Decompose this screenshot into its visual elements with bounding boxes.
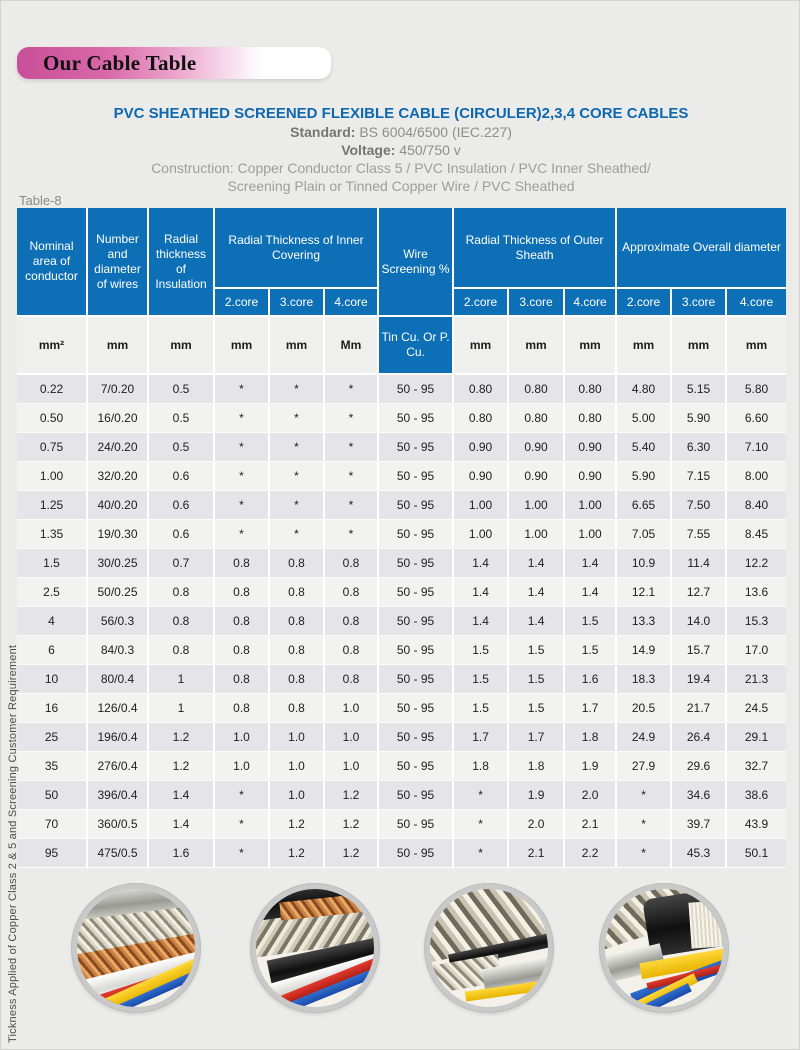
table-cell: 0.80 bbox=[453, 403, 508, 432]
table-cell: 1.0 bbox=[214, 722, 269, 751]
table-cell: * bbox=[324, 490, 378, 519]
table-cell: * bbox=[214, 461, 269, 490]
col-header-inner-covering: Radial Thickness of Inner Covering bbox=[214, 208, 378, 288]
table-row bbox=[17, 461, 786, 490]
table-cell: 0.8 bbox=[148, 606, 214, 635]
table-cell: 1.0 bbox=[324, 693, 378, 722]
table-cell: * bbox=[324, 461, 378, 490]
construction-line-2: Screening Plain or Tinned Copper Wire / PVC Sheathed bbox=[227, 178, 575, 194]
col-header-overall-diameter: Approximate Overall diameter bbox=[616, 208, 786, 288]
table-cell: 0.8 bbox=[324, 577, 378, 606]
page-title: Our Cable Table bbox=[43, 50, 197, 75]
table-cell: 1.5 bbox=[564, 635, 616, 664]
unit-cell: Mm bbox=[324, 316, 378, 374]
table-cell: 4.80 bbox=[616, 374, 671, 403]
table-cell: 6.60 bbox=[726, 403, 786, 432]
table-cell: 1.00 bbox=[453, 519, 508, 548]
table-cell: 10 bbox=[17, 664, 87, 693]
table-cell: 50 - 95 bbox=[378, 432, 453, 461]
table-cell: 13.6 bbox=[726, 577, 786, 606]
table-cell: 10.9 bbox=[616, 548, 671, 577]
table-cell: 39.7 bbox=[671, 809, 726, 838]
table-cell: 0.8 bbox=[324, 548, 378, 577]
table-cell: 25 bbox=[17, 722, 87, 751]
unit-cell: mm bbox=[508, 316, 564, 374]
unit-cell: mm bbox=[269, 316, 324, 374]
table-cell: 1.0 bbox=[269, 751, 324, 780]
table-cell: 50 bbox=[17, 780, 87, 809]
table-cell: 50/0.25 bbox=[87, 577, 148, 606]
table-cell: * bbox=[616, 838, 671, 867]
table-cell: 38.6 bbox=[726, 780, 786, 809]
subheader-outer-3core: 3.core bbox=[508, 288, 564, 316]
table-cell: 17.0 bbox=[726, 635, 786, 664]
table-cell: * bbox=[269, 461, 324, 490]
table-cell: 8.40 bbox=[726, 490, 786, 519]
table-cell: 5.80 bbox=[726, 374, 786, 403]
table-cell: 1.00 bbox=[453, 490, 508, 519]
table-cell: 1.4 bbox=[508, 577, 564, 606]
table-cell: 50 - 95 bbox=[378, 838, 453, 867]
table-cell: 7.10 bbox=[726, 432, 786, 461]
table-cell: 0.75 bbox=[17, 432, 87, 461]
heading-block bbox=[1, 105, 800, 195]
table-cell: 32.7 bbox=[726, 751, 786, 780]
table-cell: 6 bbox=[17, 635, 87, 664]
table-cell: 1.5 bbox=[508, 664, 564, 693]
table-cell: 0.8 bbox=[269, 577, 324, 606]
subheader-inner-3core: 3.core bbox=[269, 288, 324, 316]
table-cell: 5.40 bbox=[616, 432, 671, 461]
table-cell: 43.9 bbox=[726, 809, 786, 838]
table-cell: 0.90 bbox=[508, 461, 564, 490]
table-cell: 0.8 bbox=[324, 606, 378, 635]
table-cell: 50 - 95 bbox=[378, 722, 453, 751]
table-cell: 1.00 bbox=[564, 490, 616, 519]
table-cell: 1.00 bbox=[564, 519, 616, 548]
table-cell: 24.5 bbox=[726, 693, 786, 722]
table-cell: 1.5 bbox=[508, 635, 564, 664]
subheader-outer-4core: 4.core bbox=[564, 288, 616, 316]
table-cell: 0.6 bbox=[148, 519, 214, 548]
table-cell: 1.6 bbox=[564, 664, 616, 693]
table-cell: 13.3 bbox=[616, 606, 671, 635]
table-units-row bbox=[17, 316, 786, 374]
table-cell: 1.0 bbox=[324, 722, 378, 751]
table-row bbox=[17, 780, 786, 809]
table-row bbox=[17, 838, 786, 867]
table-cell: * bbox=[269, 519, 324, 548]
table-cell: 1.4 bbox=[148, 809, 214, 838]
table-cell: * bbox=[453, 838, 508, 867]
table-cell: 21.7 bbox=[671, 693, 726, 722]
table-cell: 1.35 bbox=[17, 519, 87, 548]
table-cell: 1.25 bbox=[17, 490, 87, 519]
col-header-wire-screening: Wire Screening % bbox=[378, 208, 453, 316]
table-cell: * bbox=[214, 519, 269, 548]
table-cell: 1.0 bbox=[269, 780, 324, 809]
table-cell: 8.45 bbox=[726, 519, 786, 548]
table-cell: * bbox=[453, 780, 508, 809]
table-cell: * bbox=[214, 780, 269, 809]
table-cell: 50.1 bbox=[726, 838, 786, 867]
table-cell: 16 bbox=[17, 693, 87, 722]
table-cell: 0.8 bbox=[269, 606, 324, 635]
table-cell: * bbox=[616, 809, 671, 838]
subheader-outer-2core: 2.core bbox=[453, 288, 508, 316]
standard-label: Standard: bbox=[290, 124, 356, 140]
table-cell: 1.5 bbox=[17, 548, 87, 577]
table-cell: * bbox=[214, 374, 269, 403]
table-cell: 19/0.30 bbox=[87, 519, 148, 548]
table-cell: 0.8 bbox=[148, 577, 214, 606]
table-cell: 1.4 bbox=[564, 548, 616, 577]
table-cell: 2.2 bbox=[564, 838, 616, 867]
table-cell: 7.55 bbox=[671, 519, 726, 548]
side-note-vertical-text: Tickness Applied of Copper Class 2 & 5 and Screening Customer Requirement bbox=[7, 644, 19, 1043]
table-cell: 1.00 bbox=[508, 519, 564, 548]
table-cell: 70 bbox=[17, 809, 87, 838]
table-cell: 30/0.25 bbox=[87, 548, 148, 577]
table-cell: * bbox=[324, 519, 378, 548]
table-cell: 0.8 bbox=[269, 635, 324, 664]
table-cell: 50 - 95 bbox=[378, 664, 453, 693]
cable-photo-2 bbox=[251, 884, 379, 1012]
table-row bbox=[17, 722, 786, 751]
table-cell: 1.8 bbox=[564, 722, 616, 751]
col-header-number-diameter: Number and diameter of wires bbox=[87, 208, 148, 316]
table-cell: 0.90 bbox=[564, 432, 616, 461]
table-cell: 32/0.20 bbox=[87, 461, 148, 490]
table-cell: 20.5 bbox=[616, 693, 671, 722]
table-cell: * bbox=[214, 838, 269, 867]
table-cell: 0.5 bbox=[148, 374, 214, 403]
table-cell: * bbox=[269, 432, 324, 461]
table-cell: 0.80 bbox=[453, 374, 508, 403]
unit-cell: mm bbox=[453, 316, 508, 374]
standard-value: BS 6004/6500 (IEC.227) bbox=[355, 124, 512, 140]
table-cell: 56/0.3 bbox=[87, 606, 148, 635]
table-cell: 7.15 bbox=[671, 461, 726, 490]
table-cell: 27.9 bbox=[616, 751, 671, 780]
subheader-inner-2core: 2.core bbox=[214, 288, 269, 316]
voltage-label: Voltage: bbox=[341, 142, 396, 158]
table-cell: 396/0.4 bbox=[87, 780, 148, 809]
table-cell: 1.8 bbox=[508, 751, 564, 780]
table-cell: 12.1 bbox=[616, 577, 671, 606]
voltage-value: 450/750 v bbox=[395, 142, 461, 158]
table-cell: * bbox=[453, 809, 508, 838]
table-cell: 0.22 bbox=[17, 374, 87, 403]
table-cell: 2.0 bbox=[564, 780, 616, 809]
page-title-banner bbox=[17, 47, 331, 79]
table-cell: 1.2 bbox=[269, 838, 324, 867]
subheader-overall-2core: 2.core bbox=[616, 288, 671, 316]
table-cell: 21.3 bbox=[726, 664, 786, 693]
table-cell: 1.2 bbox=[148, 751, 214, 780]
table-cell: 4 bbox=[17, 606, 87, 635]
table-cell: 2.1 bbox=[564, 809, 616, 838]
cable-photo-3 bbox=[425, 884, 553, 1012]
table-cell: 0.90 bbox=[508, 432, 564, 461]
table-cell: 1.5 bbox=[564, 606, 616, 635]
table-row bbox=[17, 606, 786, 635]
table-cell: 7.50 bbox=[671, 490, 726, 519]
unit-cell: mm bbox=[148, 316, 214, 374]
table-cell: 360/0.5 bbox=[87, 809, 148, 838]
table-cell: 126/0.4 bbox=[87, 693, 148, 722]
table-cell: 1.00 bbox=[508, 490, 564, 519]
table-cell: 29.1 bbox=[726, 722, 786, 751]
unit-cell: mm² bbox=[17, 316, 87, 374]
table-cell: 50 - 95 bbox=[378, 635, 453, 664]
table-row bbox=[17, 664, 786, 693]
table-cell: 0.6 bbox=[148, 490, 214, 519]
table-cell: 24.9 bbox=[616, 722, 671, 751]
table-cell: 95 bbox=[17, 838, 87, 867]
table-cell: * bbox=[214, 432, 269, 461]
table-cell: 1.2 bbox=[324, 838, 378, 867]
table-cell: 84/0.3 bbox=[87, 635, 148, 664]
table-cell: 16/0.20 bbox=[87, 403, 148, 432]
table-cell: 2.1 bbox=[508, 838, 564, 867]
table-cell: 34.6 bbox=[671, 780, 726, 809]
subheader-inner-4core: 4.core bbox=[324, 288, 378, 316]
table-cell: 1.5 bbox=[453, 635, 508, 664]
table-cell: * bbox=[269, 374, 324, 403]
table-cell: 1.7 bbox=[508, 722, 564, 751]
table-cell: 14.0 bbox=[671, 606, 726, 635]
col-header-insulation: Radial thickness of Insulation bbox=[148, 208, 214, 316]
table-row bbox=[17, 374, 786, 403]
table-row bbox=[17, 635, 786, 664]
table-cell: 475/0.5 bbox=[87, 838, 148, 867]
table-cell: 50 - 95 bbox=[378, 693, 453, 722]
table-cell: * bbox=[324, 374, 378, 403]
unit-cell: mm bbox=[671, 316, 726, 374]
table-row bbox=[17, 490, 786, 519]
table-cell: 5.15 bbox=[671, 374, 726, 403]
table-cell: * bbox=[214, 490, 269, 519]
table-cell: * bbox=[324, 432, 378, 461]
table-cell: 50 - 95 bbox=[378, 461, 453, 490]
table-cell: 29.6 bbox=[671, 751, 726, 780]
cable-photo-4 bbox=[600, 884, 728, 1012]
cable-photo-strip bbox=[1, 884, 800, 1014]
table-cell: 1.7 bbox=[453, 722, 508, 751]
unit-cell: mm bbox=[214, 316, 269, 374]
table-cell: 50 - 95 bbox=[378, 577, 453, 606]
table-cell: 1.6 bbox=[148, 838, 214, 867]
table-header-row bbox=[17, 208, 786, 288]
subheader-overall-4core: 4.core bbox=[726, 288, 786, 316]
table-body bbox=[17, 374, 786, 867]
unit-cell: mm bbox=[616, 316, 671, 374]
table-cell: 0.8 bbox=[269, 693, 324, 722]
table-cell: 1.9 bbox=[564, 751, 616, 780]
table-row bbox=[17, 751, 786, 780]
table-cell: 1.00 bbox=[17, 461, 87, 490]
screening-material-cell: Tin Cu. Or P. Cu. bbox=[378, 316, 453, 374]
table-cell: 0.8 bbox=[148, 635, 214, 664]
cable-spec-table bbox=[17, 208, 786, 868]
table-cell: 15.3 bbox=[726, 606, 786, 635]
unit-cell: mm bbox=[87, 316, 148, 374]
voltage-line bbox=[1, 141, 800, 159]
table-cell: 276/0.4 bbox=[87, 751, 148, 780]
table-cell: 0.90 bbox=[453, 432, 508, 461]
table-cell: 12.2 bbox=[726, 548, 786, 577]
table-cell: 50 - 95 bbox=[378, 519, 453, 548]
table-cell: 6.30 bbox=[671, 432, 726, 461]
table-cell: 5.00 bbox=[616, 403, 671, 432]
table-cell: 1.2 bbox=[324, 809, 378, 838]
table-cell: 8.00 bbox=[726, 461, 786, 490]
table-cell: 0.5 bbox=[148, 403, 214, 432]
subheader-overall-3core: 3.core bbox=[671, 288, 726, 316]
table-cell: 45.3 bbox=[671, 838, 726, 867]
table-cell: 11.4 bbox=[671, 548, 726, 577]
table-cell: 1.4 bbox=[508, 548, 564, 577]
table-cell: 50 - 95 bbox=[378, 374, 453, 403]
table-cell: 7/0.20 bbox=[87, 374, 148, 403]
table-cell: 7.05 bbox=[616, 519, 671, 548]
table-cell: 1 bbox=[148, 693, 214, 722]
table-cell: 24/0.20 bbox=[87, 432, 148, 461]
table-cell: 80/0.4 bbox=[87, 664, 148, 693]
table-row bbox=[17, 809, 786, 838]
cable-heading: PVC SHEATHED SCREENED FLEXIBLE CABLE (CIRCULER)2,3,4 CORE CABLES bbox=[113, 105, 689, 122]
table-cell: 2.5 bbox=[17, 577, 87, 606]
table-row bbox=[17, 519, 786, 548]
table-cell: 18.3 bbox=[616, 664, 671, 693]
table-row bbox=[17, 432, 786, 461]
table-cell: 0.8 bbox=[214, 548, 269, 577]
table-cell: 6.65 bbox=[616, 490, 671, 519]
table-cell: 50 - 95 bbox=[378, 403, 453, 432]
table-cell: 0.8 bbox=[214, 577, 269, 606]
table-cell: 0.8 bbox=[214, 693, 269, 722]
table-cell: 2.0 bbox=[508, 809, 564, 838]
table-row bbox=[17, 548, 786, 577]
table-cell: 0.8 bbox=[214, 664, 269, 693]
table-cell: 12.7 bbox=[671, 577, 726, 606]
table-cell: 19.4 bbox=[671, 664, 726, 693]
table-cell: 1.0 bbox=[269, 722, 324, 751]
table-cell: 1.4 bbox=[148, 780, 214, 809]
table-cell: 1.5 bbox=[508, 693, 564, 722]
table-cell: 5.90 bbox=[616, 461, 671, 490]
table-cell: 0.80 bbox=[508, 374, 564, 403]
table-cell: 1.4 bbox=[453, 577, 508, 606]
table-cell: 196/0.4 bbox=[87, 722, 148, 751]
table-cell: 0.8 bbox=[269, 548, 324, 577]
table-cell: * bbox=[269, 403, 324, 432]
table-cell: 1.0 bbox=[324, 751, 378, 780]
unit-cell: mm bbox=[726, 316, 786, 374]
table-cell: 50 - 95 bbox=[378, 809, 453, 838]
table-cell: 0.8 bbox=[324, 664, 378, 693]
col-header-nominal-area: Nominal area of conductor bbox=[17, 208, 87, 316]
table-cell: 0.8 bbox=[269, 664, 324, 693]
table-row bbox=[17, 577, 786, 606]
table-number-label: Table-8 bbox=[19, 193, 62, 208]
table-cell: 1.2 bbox=[324, 780, 378, 809]
table-row bbox=[17, 693, 786, 722]
table-cell: 1.7 bbox=[564, 693, 616, 722]
table-cell: 1.4 bbox=[508, 606, 564, 635]
table-cell: * bbox=[214, 809, 269, 838]
table-cell: 26.4 bbox=[671, 722, 726, 751]
table-cell: 1.9 bbox=[508, 780, 564, 809]
table-cell: 0.8 bbox=[214, 635, 269, 664]
col-header-outer-sheath: Radial Thickness of Outer Sheath bbox=[453, 208, 616, 288]
table-cell: 0.90 bbox=[564, 461, 616, 490]
table-cell: 1.5 bbox=[453, 664, 508, 693]
table-cell: * bbox=[214, 403, 269, 432]
table-cell: 14.9 bbox=[616, 635, 671, 664]
table-cell: 5.90 bbox=[671, 403, 726, 432]
table-cell: 50 - 95 bbox=[378, 548, 453, 577]
construction-line-1: Construction: Copper Conductor Class 5 / PVC Insulation / PVC Inner Sheathed/ bbox=[151, 160, 651, 176]
table-row bbox=[17, 403, 786, 432]
table-cell: * bbox=[324, 403, 378, 432]
table-cell: 50 - 95 bbox=[378, 490, 453, 519]
table-cell: 1.2 bbox=[269, 809, 324, 838]
table-cell: 0.90 bbox=[453, 461, 508, 490]
table-cell: * bbox=[269, 490, 324, 519]
table-cell: 0.80 bbox=[508, 403, 564, 432]
table-cell: * bbox=[616, 780, 671, 809]
table-cell: 0.80 bbox=[564, 403, 616, 432]
table-cell: 35 bbox=[17, 751, 87, 780]
table-cell: 50 - 95 bbox=[378, 606, 453, 635]
table-cell: 1.4 bbox=[453, 548, 508, 577]
table-cell: 0.5 bbox=[148, 432, 214, 461]
table-cell: 50 - 95 bbox=[378, 751, 453, 780]
table-cell: 50 - 95 bbox=[378, 780, 453, 809]
table-cell: 1.8 bbox=[453, 751, 508, 780]
table-cell: 1.4 bbox=[453, 606, 508, 635]
table-cell: 1.0 bbox=[214, 751, 269, 780]
table-cell: 0.6 bbox=[148, 461, 214, 490]
table-cell: 0.50 bbox=[17, 403, 87, 432]
table-cell: 1.4 bbox=[564, 577, 616, 606]
table-cell: 0.8 bbox=[324, 635, 378, 664]
standard-line bbox=[1, 123, 800, 141]
table-cell: 0.8 bbox=[214, 606, 269, 635]
cable-photo-1 bbox=[72, 884, 200, 1012]
table-cell: 0.7 bbox=[148, 548, 214, 577]
table-cell: 40/0.20 bbox=[87, 490, 148, 519]
table-cell: 1.5 bbox=[453, 693, 508, 722]
table-cell: 1.2 bbox=[148, 722, 214, 751]
table-cell: 15.7 bbox=[671, 635, 726, 664]
table-cell: 1 bbox=[148, 664, 214, 693]
unit-cell: mm bbox=[564, 316, 616, 374]
table-cell: 0.80 bbox=[564, 374, 616, 403]
